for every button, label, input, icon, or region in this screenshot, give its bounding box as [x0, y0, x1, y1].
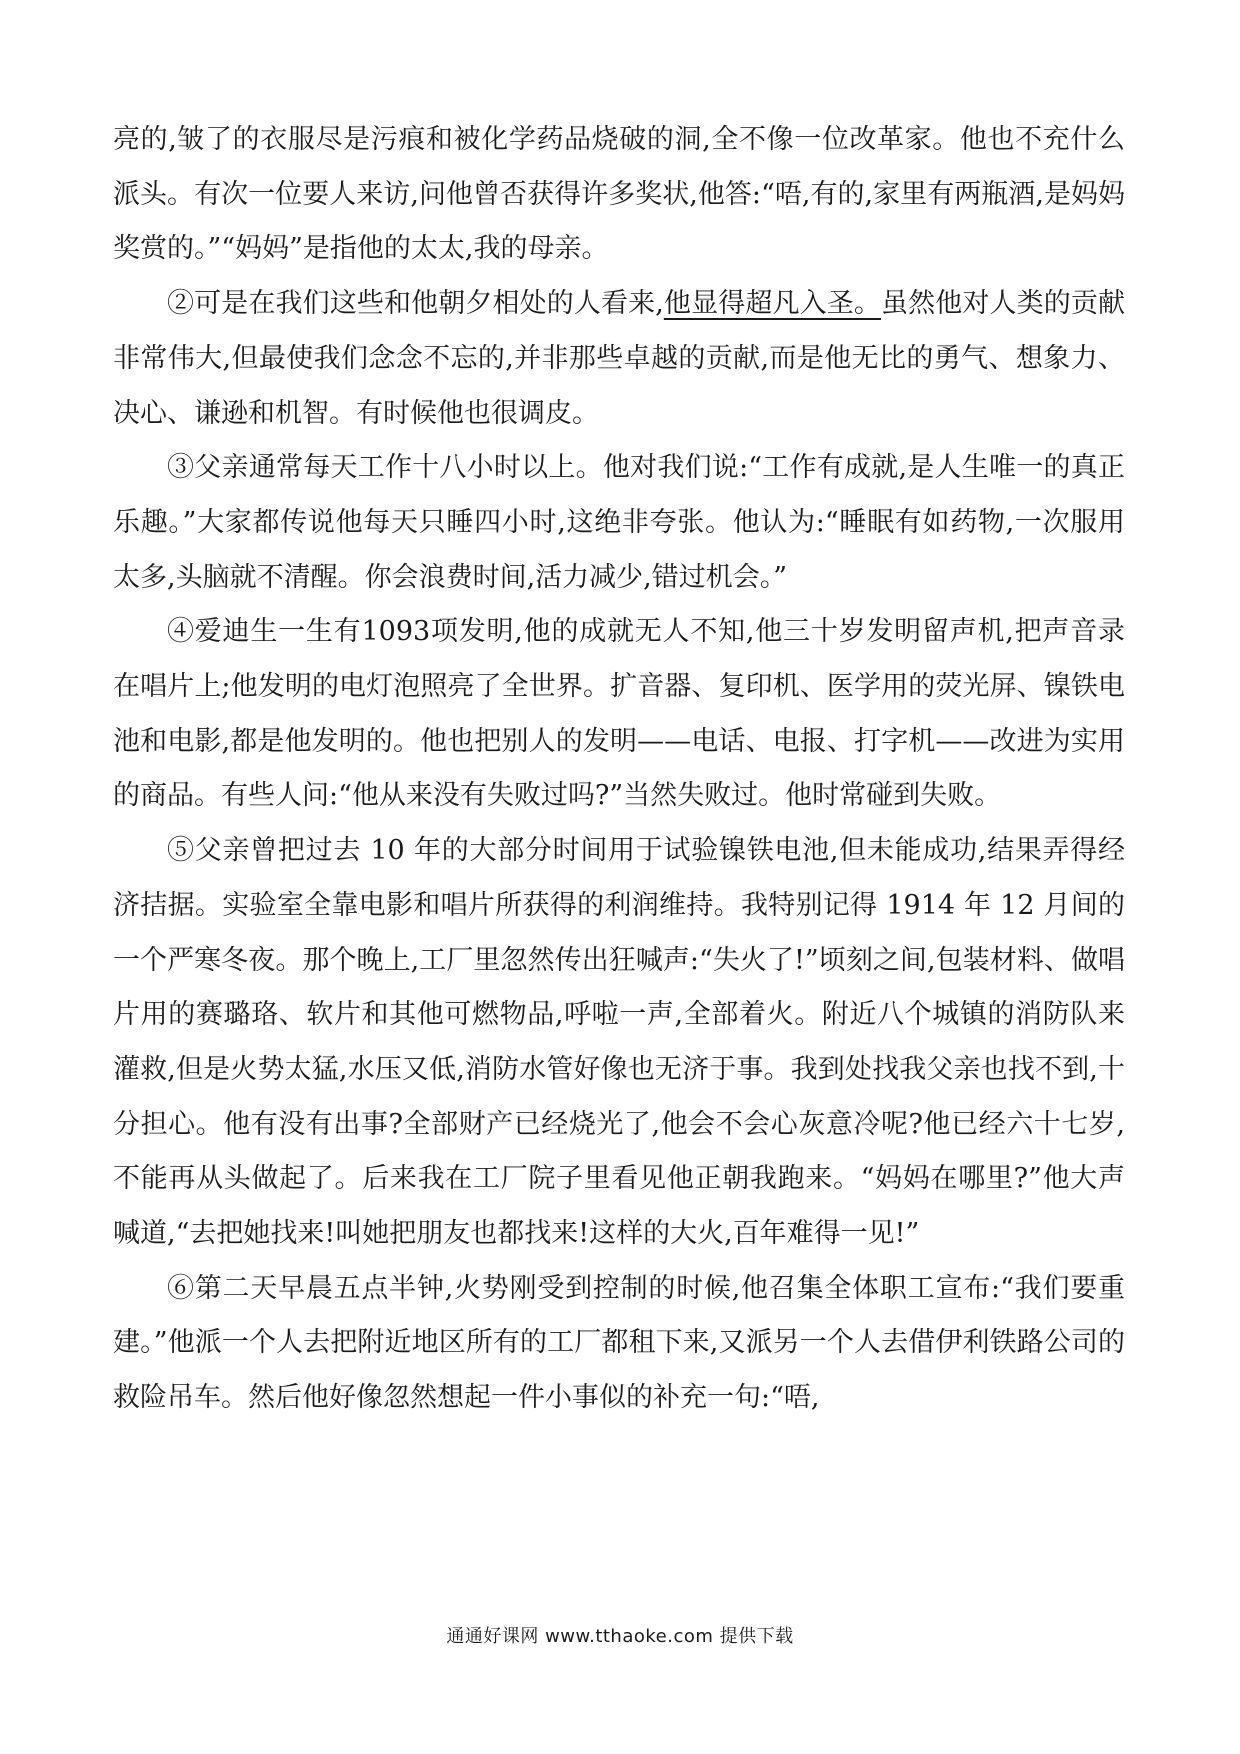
paragraph-3: ③父亲通常每天工作十八小时以上。他对我们说:“工作有成就,是人生唯一的真正乐趣。”大家都传说他每天只睡四小时,这绝非夸张。他认为:“睡眠有如药物,一次服用太多,头脑就不清醒。你会浪费时间,活力减少,错过机会。”	[113, 452, 1125, 593]
paragraph-continued: 亮的,皱了的衣服尽是污痕和被化学药品烧破的洞,全不像一位改革家。他也不充什么派头。有次一位要人来访,问他曾否获得许多奖状,他答:“唔,有的,家里有两瓶酒,是妈妈奖赏的。”“妈妈”是指他的太太,我的母亲。	[113, 124, 1125, 265]
paragraph-4: ④爱迪生一生有1093项发明,他的成就无人不知,他三十岁发明留声机,把声音录在唱片上;他发明的电灯泡照亮了全世界。扩音器、复印机、医学用的荧光屏、镍铁电池和电影,都是他发明的。他也把别人的发明——电话、电报、打字机——改进为实用的商品。有些人问:“他从来没有失败过吗?”当然失败过。他时常碰到失败。	[113, 616, 1125, 812]
paragraph-6: ⑥第二天早晨五点半钟,火势刚受到控制的时候,他召集全体职工宣布:“我们要重建。”他派一个人去把附近地区所有的工厂都租下来,又派另一个人去借伊利铁路公司的救险吊车。然后他好像忽然想起一件小事似的补充一句:“唔,	[113, 1272, 1125, 1414]
document-page	[113, 113, 1125, 1426]
paragraph-2-lead: ②可是在我们这些和他朝夕相处的人看来,	[167, 288, 664, 320]
paragraph-5: ⑤父亲曾把过去 10 年的大部分时间用于试验镍铁电池,但未能成功,结果弄得经济拮据。实验室全靠电影和唱片所获得的利润维持。我特别记得 1914 年 12 月间的一个严寒冬夜。那个晚上,工厂里忽然传出狂喊声:“失火了!”顷刻之间,包装材料、做唱片用的赛璐珞、软片和其他可燃物品,呼啦一声,全部着火。附近八个城镇的消防队来灌救,但是火势太猛,水压又低,消防水管好像也无济于事。我到处找我父亲也找不到,十分担心。他有没有出事?全部财产已经烧光了,他会不会心灰意冷呢?他已经六十七岁,不能再从头做起了。后来我在工厂院子里看见他正朝我跑来。“妈妈在哪里?”他大声喊道,“去把她找来!叫她把朋友也都找来!这样的大火,百年难得一见!”	[113, 835, 1125, 1250]
paragraph-2	[113, 277, 1125, 441]
underlined-sentence: 他显得超凡入圣。	[663, 288, 881, 320]
paragraph-2-rest: 虽然他对人类的贡献非常伟大,但最使我们念念不忘的,并非那些卓越的贡献,而是他无比的勇气、想象力、决心、谦逊和机智。有时候他也很调皮。	[113, 288, 1126, 429]
page-footer: 通通好课网 www.tthaoke.com 提供下载	[446, 1626, 794, 1647]
